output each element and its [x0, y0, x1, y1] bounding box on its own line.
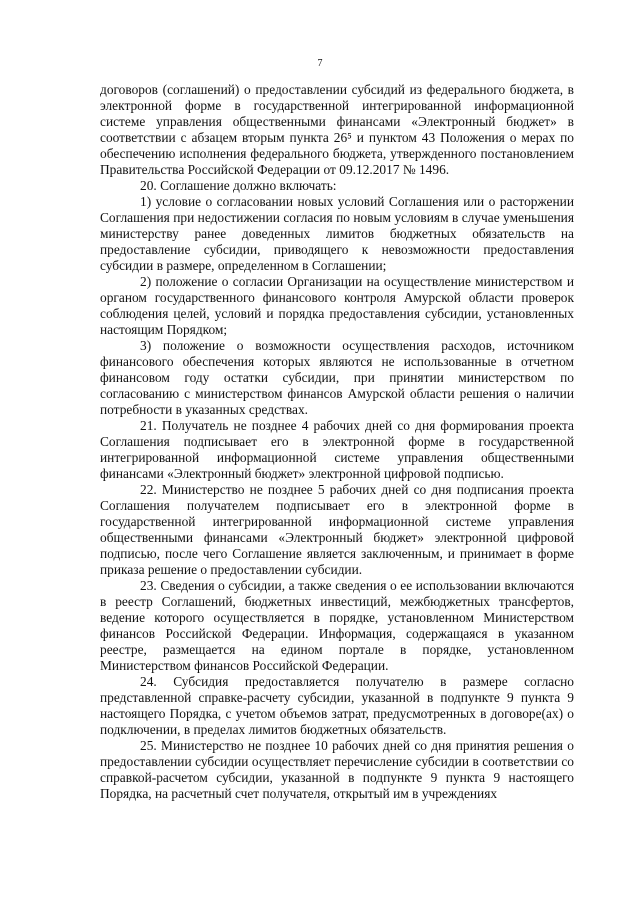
paragraph-20-item-1: 1) условие о согласовании новых условий Соглашения или о расторжении Соглашения при недостижении согласия по новым условиям в случае уменьшения министерству ранее доведенных лимитов бюджетных обязательств на предоставление субсидии, приводящего к невозможности предоставления субсидии в размере, определенном в Соглашении; [100, 194, 574, 273]
document-body [100, 82, 574, 802]
paragraph-24: 24. Субсидия предоставляется получателю в размере согласно представленной справке-расчету субсидии, указанной в подпункте 9 пункта 9 настоящего Порядка, с учетом объемов затрат, предусмотренных в договоре(ах) о подключении, в пределах лимитов бюджетных обязательств. [100, 674, 574, 737]
paragraph-continuation: договоров (соглашений) о предоставлении субсидий из федерального бюджета, в электронной форме в государственной интегрированной информационной системе управления общественными финансами «Электронный бюджет» в соответствии с абзацем вторым пункта 26⁵ и пунктом 43 Положения о мерах по обеспечению исполнения федерального бюджета, утвержденного постановлением Правительства Российской Федерации от 09.12.2017 № 1496. [100, 82, 574, 177]
paragraph-23: 23. Сведения о субсидии, а также сведения о ее использовании включаются в реестр Соглашений, бюджетных инвестиций, межбюджетных трансфертов, ведение которого осуществляется в порядке, установленном Министерством финансов Российской Федерации. Информация, содержащаяся в указанном реестре, размещается на едином портале в порядке, установленном Министерством финансов Российской Федерации. [100, 578, 574, 673]
page-number: 7 [317, 58, 323, 69]
paragraph-22: 22. Министерство не позднее 5 рабочих дней со дня подписания проекта Соглашения получателем подписывает его в электронной форме в государственной интегрированной информационной системе управления общественными финансами «Электронный бюджет» электронной цифровой подписью, после чего Соглашение является заключенным, и принимает в форме приказа решение о предоставлении субсидии. [100, 482, 574, 577]
paragraph-25: 25. Министерство не позднее 10 рабочих дней со дня принятия решения о предоставлении субсидии осуществляет перечисление субсидии в соответствии со справкой-расчетом субсидии, указанной в подпункте 9 пункта 9 настоящего Порядка, на расчетный счет получателя, открытый им в учреждениях [100, 738, 574, 801]
paragraph-21: 21. Получатель не позднее 4 рабочих дней со дня формирования проекта Соглашения подписывает его в электронной форме в государственной интегрированной информационной системе управления общественными финансами «Электронный бюджет» электронной цифровой подписью. [100, 418, 574, 481]
paragraph-20-item-2: 2) положение о согласии Организации на осуществление министерством и органом государственного финансового контроля Амурской области проверок соблюдения целей, условий и порядка предоставления субсидии, установленных настоящим Порядком; [100, 274, 574, 337]
paragraph-20: 20. Соглашение должно включать: [140, 178, 337, 193]
paragraph-20-item-3: 3) положение о возможности осуществления расходов, источником финансового обеспечения которых являются не использованные в отчетном финансовом году остатки субсидии, при принятии министерством по согласованию с министерством финансов Амурской области решения о наличии потребности в указанных средствах. [100, 338, 574, 417]
